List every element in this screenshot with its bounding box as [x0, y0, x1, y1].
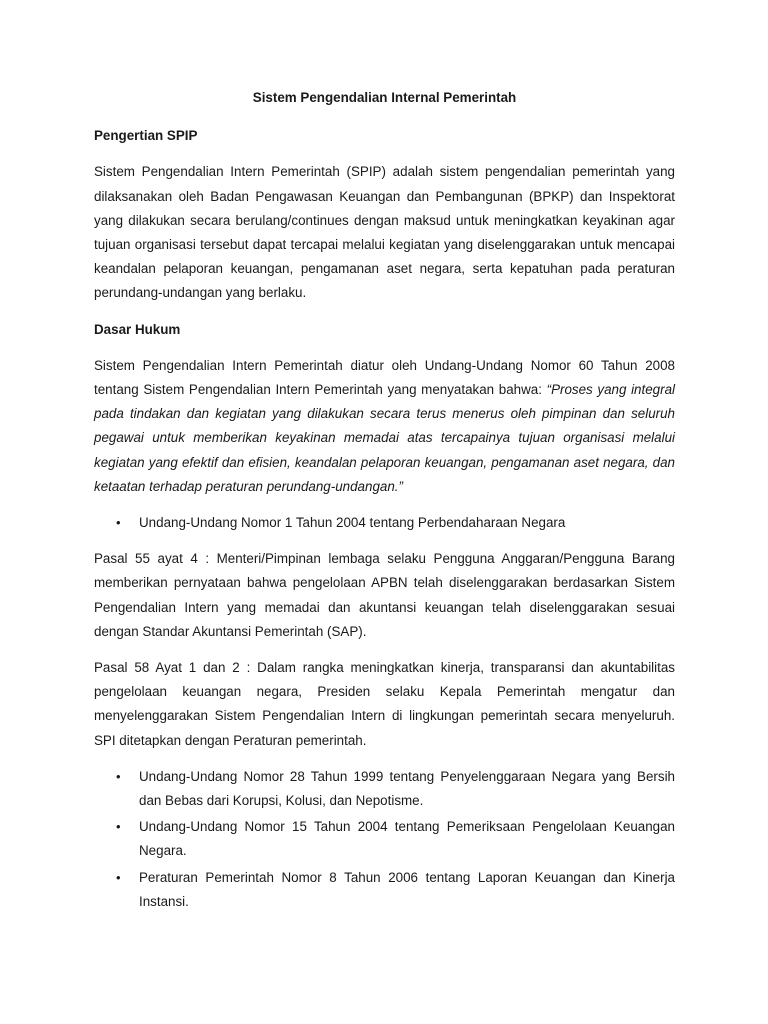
paragraph-dasar-hukum-intro: Sistem Pengendalian Intern Pemerintah diatur oleh Undang-Undang Nomor 60 Tahun 2008 tentang Sistem Pengendalian Intern Pemerintah yang menyatakan bahwa:: [94, 357, 675, 398]
bullet-icon: •: [116, 515, 121, 531]
bullet-icon: •: [116, 869, 121, 885]
paragraph-pengertian: Sistem Pengendalian Intern Pemerintah (SPIP) adalah sistem pengendalian pemerintah yang dilaksanakan oleh Badan Pengawasan Keuangan dan Pembangunan (BPKP) dan Inspektorat yang dilakukan secara berulang/continues dengan maksud untuk meningkatkan keyakinan agar tujuan organisasi tersebut dapat tercapai melalui kegiatan yang diselenggarakan untuk mencapai keandalan pelaporan keuangan, pengamanan aset negara, serta kepatuhan pada peraturan perundang-undangan yang berlaku.: [94, 164, 675, 301]
section-heading-pengertian: Pengertian SPIP: [94, 128, 198, 144]
section-heading-dasar-hukum: Dasar Hukum: [94, 321, 181, 337]
document-title: Sistem Pengendalian Internal Pemerintah: [252, 90, 517, 105]
bullet-list-a: [94, 511, 675, 535]
list-item-text: Peraturan Pemerintah Nomor 8 Tahun 2006 tentang Laporan Keuangan dan Kinerja Instansi.: [139, 869, 675, 909]
bullet-icon: •: [116, 819, 121, 835]
list-item: [94, 765, 675, 813]
list-item-text: Undang-Undang Nomor 28 Tahun 1999 tentang Penyelenggaraan Negara yang Bersih dan Bebas dari Korupsi, Kolusi, dan Nepotisme.: [139, 768, 675, 809]
bullet-icon: •: [116, 768, 121, 784]
paragraph-pasal-55: Pasal 55 ayat 4 : Menteri/Pimpinan lembaga selaku Pengguna Anggaran/Pengguna Barang memberikan pernyataan bahwa pengelolaan APBN telah diselenggarakan berdasarkan Sistem Pengendalian Intern yang memadai dan akuntansi keuangan telah diselenggarakan sesuai dengan Standar Akuntansi Pemerintah (SAP).: [94, 551, 675, 639]
paragraph-dasar-hukum: [94, 354, 675, 499]
list-item: [94, 815, 675, 863]
paragraph-dasar-hukum-quote: “Proses yang integral pada tindakan dan kegiatan yang dilakukan secara terus menerus oleh pimpinan dan seluruh pegawai untuk memberikan keyakinan memadai atas tercapainya tujuan organisasi melalui kegiatan yang efektif dan efisien, keandalan pelaporan keuangan, pengamanan aset negara, dan ketaatan terhadap peraturan perundang-undangan.”: [94, 382, 676, 494]
list-item: [94, 511, 675, 535]
document-page: [94, 86, 675, 926]
bullet-list-b: [94, 765, 675, 914]
list-item-text: Undang-Undang Nomor 15 Tahun 2004 tentang Pemeriksaan Pengelolaan Keuangan Negara.: [139, 819, 675, 859]
list-item-text: Undang-Undang Nomor 1 Tahun 2004 tentang Perbendaharaan Negara: [139, 515, 566, 531]
list-item: [94, 866, 675, 914]
paragraph-pasal-58: Pasal 58 Ayat 1 dan 2 : Dalam rangka meningkatkan kinerja, transparansi dan akuntabilitas pengelolaan keuangan negara, Presiden selaku Kepala Pemerintah mengatur dan menyelenggarakan Sistem Pengendalian Intern di lingkungan pemerintah secara menyeluruh. SPI ditetapkan dengan Peraturan pemerintah.: [94, 660, 675, 748]
